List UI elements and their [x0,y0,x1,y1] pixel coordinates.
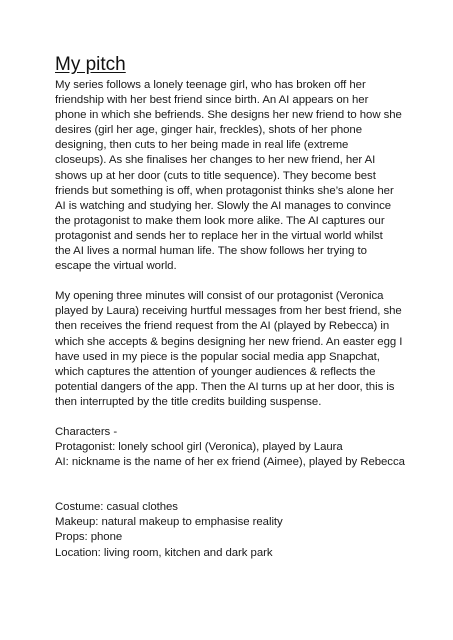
page-title: My pitch [55,54,126,75]
character-protagonist: Protagonist: lonely school girl (Veronica), played by Laura [55,441,343,454]
characters-heading: Characters - [55,425,118,438]
character-ai: AI: nickname is the name of her ex friend (Aimee), played by Rebecca [55,456,405,469]
makeup-line: Makeup: natural makeup to emphasise reality [55,516,283,529]
location-line: Location: living room, kitchen and dark park [55,546,273,559]
paragraph-spacer [55,410,445,425]
costume-line: Costume: casual clothes [55,501,178,514]
document-page [55,54,445,561]
props-line: Props: phone [55,531,123,544]
section-spacer [55,470,445,500]
paragraph-spacer [55,274,445,289]
pitch-paragraph: My series follows a lonely teenage girl, who has broken off her friendship with her best friend since birth. An AI appears on her phone in which she befriends. She designs her new friend to how she desires (girl her age, ginger hair, freckles), shots of her phone designing, then cuts to her being made in real life (extreme closeups). As she finalises her changes to her new friend, her AI shows up at her door (cuts to title sequence). They become best friends but something is off, when protagonist thinks she’s alone her AI is watching and studying her. Slowly the AI manages to convince the protagonist to make them look more alike. The AI captures our protagonist and sends her to replace her in the virtual world whilst the AI lives a normal human life. The show follows her trying to escape the virtual world. [55,79,402,273]
opening-paragraph: My opening three minutes will consist of our protagonist (Veronica played by Laura) receiving hurtful messages from her best friend, she then receives the friend request from the AI (played by Rebecca) in which she accepts & begins designing her new friend. An easter egg I have used in my piece is the popular social media app Snapchat, which captures the attention of younger audiences & reflects the potential dangers of the app. Then the AI turns up at her door, this is then interrupted by the title credits building suspense. [55,290,403,408]
